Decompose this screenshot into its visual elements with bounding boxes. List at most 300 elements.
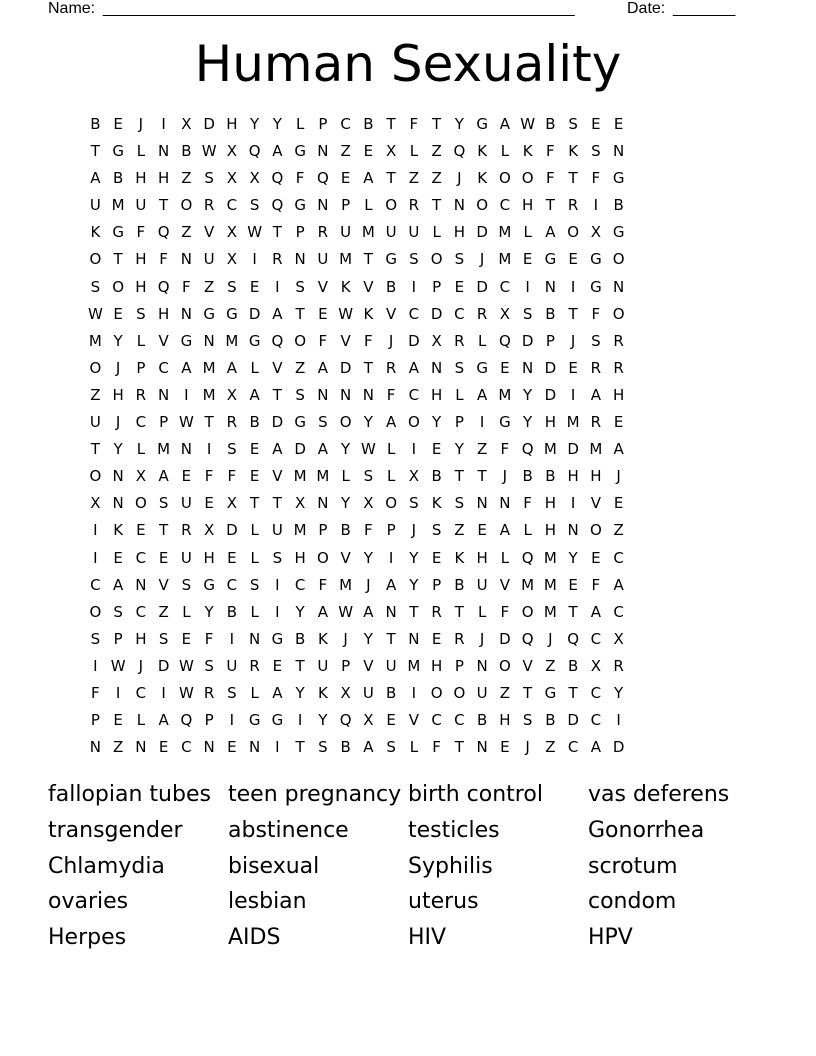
grid-letter: X	[203, 521, 215, 540]
grid-letter: A	[272, 440, 283, 459]
grid-letter: C	[431, 711, 442, 730]
grid-letter: C	[454, 304, 465, 323]
grid-letter: J	[343, 629, 348, 648]
grid-letter: M	[498, 385, 512, 404]
grid-letter: W	[178, 413, 194, 432]
grid-letter: N	[158, 142, 170, 161]
grid-letter: D	[271, 413, 284, 432]
grid-letter: H	[112, 385, 124, 404]
word-bank-row	[48, 884, 768, 920]
grid-letter: I	[275, 277, 280, 296]
grid-letter: D	[248, 304, 261, 323]
word-bank-row	[48, 813, 768, 849]
grid-letter: I	[411, 683, 417, 702]
grid-letter: E	[227, 738, 237, 757]
grid-letter: C	[181, 738, 192, 757]
grid-letter: N	[158, 385, 170, 404]
grid-letter: A	[590, 738, 601, 757]
grid-letter: H	[453, 223, 466, 242]
grid-letter: L	[341, 467, 350, 486]
grid-letter: V	[590, 494, 601, 513]
grid-letter: O	[567, 223, 580, 242]
grid-letter: L	[477, 602, 487, 621]
grid-letter: K	[568, 142, 579, 161]
grid-letter: R	[613, 331, 624, 350]
grid-letter: K	[522, 142, 533, 161]
grid-letter: F	[182, 277, 191, 296]
grid-letter: L	[136, 711, 146, 730]
grid-letter: L	[295, 115, 305, 133]
grid-letter: N	[317, 196, 329, 215]
grid-letter: I	[229, 629, 235, 648]
grid-letter: X	[294, 494, 306, 513]
grid-letter: Y	[409, 548, 419, 567]
grid-letter: G	[112, 142, 124, 161]
grid-letter: P	[90, 711, 100, 730]
grid-letter: A	[499, 115, 510, 133]
grid-letter: E	[431, 629, 442, 648]
grid-letter: H	[544, 521, 557, 540]
grid-letter: N	[476, 656, 488, 675]
grid-letter: T	[386, 629, 396, 648]
grid-letter: N	[544, 277, 556, 296]
grid-letter: U	[385, 223, 397, 242]
grid-letter: R	[203, 196, 215, 215]
grid-letter: E	[613, 115, 624, 133]
grid-letter: B	[385, 683, 397, 702]
grid-letter: S	[158, 494, 169, 513]
grid-letter: O	[476, 196, 489, 215]
grid-letter: V	[158, 575, 169, 594]
grid-letter: P	[341, 656, 351, 675]
grid-letter: D	[567, 440, 579, 459]
grid-letter: I	[275, 738, 280, 757]
grid-letter: M	[543, 548, 557, 567]
grid-letter: C	[135, 548, 147, 567]
grid-letter: N	[203, 331, 215, 350]
name-field[interactable]: _____________________________________________________	[103, 0, 575, 17]
grid-letter: B	[454, 575, 465, 594]
grid-letter: W	[178, 656, 194, 675]
grid-letter: A	[499, 521, 510, 540]
grid-letter: K	[477, 169, 488, 188]
grid-letter: L	[432, 223, 441, 242]
grid-letter: F	[432, 738, 441, 757]
grid-letter: W	[360, 440, 376, 459]
grid-letter: K	[317, 629, 328, 648]
grid-row	[84, 517, 630, 544]
grid-letter: J	[548, 629, 553, 648]
grid-letter: J	[525, 738, 530, 757]
word-bank-item: AIDS	[228, 925, 281, 951]
grid-letter: U	[317, 250, 329, 269]
grid-letter: S	[318, 738, 328, 757]
grid-letter: G	[590, 250, 602, 269]
grid-letter: V	[317, 277, 328, 296]
grid-letter: T	[159, 196, 169, 215]
grid-letter: A	[181, 358, 192, 377]
grid-letter: F	[318, 575, 328, 594]
grid-letter: M	[88, 331, 102, 350]
grid-letter: Z	[90, 385, 101, 404]
grid-letter: X	[226, 385, 238, 404]
grid-row	[84, 355, 630, 382]
grid-letter: N	[135, 575, 147, 594]
word-bank-item: uterus	[408, 889, 479, 915]
grid-letter: Y	[250, 115, 260, 133]
grid-letter: F	[523, 494, 532, 513]
grid-letter: X	[226, 142, 238, 161]
grid-letter: O	[180, 196, 193, 215]
grid-letter: D	[544, 385, 557, 404]
grid-letter: X	[340, 683, 351, 702]
grid-letter: E	[500, 358, 510, 377]
grid-letter: U	[408, 223, 420, 242]
word-bank-item: transgender	[48, 817, 183, 843]
grid-letter: L	[136, 331, 146, 350]
grid-letter: G	[476, 358, 488, 377]
grid-letter: E	[249, 440, 260, 459]
grid-letter: X	[385, 142, 397, 161]
grid-letter: V	[363, 277, 374, 296]
grid-letter: V	[363, 656, 374, 675]
grid-letter: O	[430, 683, 443, 702]
grid-letter: T	[454, 738, 464, 757]
grid-letter: R	[249, 656, 260, 675]
grid-letter: C	[135, 602, 147, 621]
word-bank-item: birth control	[408, 782, 543, 807]
grid-letter: M	[361, 223, 375, 242]
grid-letter: C	[590, 683, 602, 702]
grid-letter: O	[430, 250, 443, 269]
grid-letter: I	[93, 548, 98, 567]
grid-letter: Q	[271, 331, 284, 350]
grid-letter: B	[545, 467, 556, 486]
grid-letter: H	[203, 548, 215, 567]
grid-letter: C	[158, 358, 169, 377]
grid-letter: N	[89, 738, 101, 757]
grid-letter: I	[388, 548, 394, 567]
grid-letter: O	[521, 169, 534, 188]
grid-letter: B	[181, 142, 192, 161]
grid-letter: O	[498, 656, 511, 675]
grid-letter: P	[341, 196, 351, 215]
grid-letter: C	[408, 385, 420, 404]
grid-row	[84, 382, 630, 409]
grid-letter: S	[454, 250, 465, 269]
grid-letter: V	[499, 575, 510, 594]
grid-letter: Z	[431, 142, 442, 161]
grid-letter: G	[248, 331, 261, 350]
grid-letter: X	[226, 494, 238, 513]
grid-letter: O	[112, 277, 125, 296]
grid-letter: J	[138, 656, 144, 675]
grid-letter: C	[340, 115, 351, 133]
grid-letter: S	[249, 575, 260, 594]
grid-letter: E	[522, 250, 533, 269]
grid-letter: S	[158, 629, 169, 648]
grid-letter: Y	[113, 331, 123, 350]
grid-letter: U	[226, 656, 238, 675]
grid-letter: X	[363, 494, 374, 513]
grid-letter: V	[408, 711, 419, 730]
grid-letter: K	[454, 548, 465, 567]
grid-letter: N	[385, 602, 397, 621]
grid-letter: T	[363, 358, 373, 377]
grid-letter: X	[590, 656, 602, 675]
grid-letter: B	[385, 277, 397, 296]
grid-letter: O	[612, 250, 625, 269]
grid-letter: F	[500, 602, 510, 621]
grid-letter: C	[90, 575, 101, 594]
grid-letter: S	[249, 196, 260, 215]
grid-letter: J	[457, 169, 462, 188]
grid-row	[84, 572, 630, 599]
grid-letter: I	[479, 413, 485, 432]
grid-row	[84, 490, 630, 517]
word-bank-row	[48, 777, 768, 813]
grid-letter: A	[613, 575, 624, 594]
grid-letter: U	[385, 656, 397, 675]
grid-letter: Q	[271, 169, 284, 188]
grid-letter: B	[340, 738, 351, 757]
grid-letter: H	[157, 304, 170, 323]
grid-letter: V	[340, 331, 351, 350]
grid-letter: I	[115, 683, 121, 702]
grid-letter: B	[545, 304, 556, 323]
grid-letter: O	[134, 494, 147, 513]
grid-letter: S	[363, 467, 374, 486]
grid-letter: T	[568, 683, 578, 702]
grid-letter: L	[250, 683, 259, 702]
grid-letter: B	[249, 413, 260, 432]
grid-letter: S	[386, 738, 396, 757]
grid-letter: K	[90, 223, 101, 242]
grid-letter: Q	[521, 548, 534, 567]
grid-letter: Y	[341, 494, 351, 513]
word-bank-item: Herpes	[48, 925, 127, 951]
grid-letter: W	[338, 602, 354, 621]
grid-letter: L	[136, 440, 146, 459]
grid-letter: M	[293, 521, 307, 540]
grid-letter: B	[545, 115, 556, 133]
grid-letter: S	[136, 304, 146, 323]
grid-letter: B	[613, 196, 624, 215]
grid-letter: B	[567, 656, 579, 675]
grid-letter: P	[432, 277, 442, 296]
grid-letter: U	[180, 494, 192, 513]
grid-letter: U	[362, 683, 374, 702]
grid-letter: M	[566, 413, 580, 432]
grid-letter: A	[272, 142, 283, 161]
grid-letter: O	[498, 169, 511, 188]
grid-letter: N	[180, 304, 192, 323]
grid-letter: Z	[112, 738, 124, 757]
grid-row	[84, 301, 630, 328]
grid-letter: E	[568, 575, 578, 594]
grid-row	[84, 707, 630, 734]
grid-letter: E	[500, 738, 510, 757]
grid-letter: U	[89, 413, 101, 432]
grid-letter: P	[454, 413, 464, 432]
grid-letter: G	[590, 277, 602, 296]
grid-letter: E	[136, 521, 146, 540]
grid-letter: G	[203, 575, 215, 594]
grid-letter: S	[431, 521, 442, 540]
grid-row	[84, 626, 630, 653]
grid-letter: H	[135, 629, 147, 648]
grid-letter: I	[93, 656, 98, 675]
grid-letter: A	[158, 711, 169, 730]
grid-letter: L	[182, 602, 191, 621]
grid-letter: Y	[614, 683, 624, 702]
grid-letter: S	[522, 304, 533, 323]
date-field[interactable]: _______	[673, 0, 736, 17]
grid-letter: F	[295, 169, 305, 188]
grid-letter: T	[386, 169, 396, 188]
grid-letter: C	[613, 548, 624, 567]
grid-letter: T	[432, 196, 442, 215]
word-bank-item: scrotum	[588, 853, 678, 879]
grid-letter: Q	[180, 711, 193, 730]
grid-letter: L	[523, 521, 532, 540]
grid-letter: L	[409, 738, 419, 757]
grid-letter: A	[158, 467, 169, 486]
grid-letter: A	[613, 440, 624, 459]
grid-letter: M	[225, 331, 239, 350]
grid-letter: N	[135, 738, 147, 757]
grid-letter: X	[90, 494, 101, 513]
grid-letter: R	[454, 331, 465, 350]
grid-letter: J	[138, 115, 144, 133]
grid-letter: H	[590, 467, 602, 486]
grid-letter: E	[363, 142, 374, 161]
grid-letter: X	[431, 331, 442, 350]
grid-letter: D	[521, 331, 534, 350]
grid-letter: V	[158, 331, 169, 350]
grid-letter: N	[112, 467, 124, 486]
grid-row	[84, 463, 630, 490]
grid-letter: S	[90, 277, 101, 296]
grid-letter: L	[386, 467, 396, 486]
grid-letter: M	[543, 602, 557, 621]
grid-letter: C	[567, 738, 579, 757]
grid-letter: X	[226, 250, 238, 269]
grid-letter: R	[317, 223, 329, 242]
word-bank-row	[48, 849, 768, 885]
grid-letter: L	[477, 331, 487, 350]
grid-letter: I	[275, 575, 280, 594]
grid-letter: M	[339, 575, 353, 594]
grid-letter: T	[454, 467, 464, 486]
grid-letter: B	[522, 467, 533, 486]
grid-row	[84, 436, 630, 463]
grid-letter: R	[272, 250, 283, 269]
grid-letter: J	[411, 521, 417, 540]
grid-letter: L	[250, 358, 259, 377]
grid-letter: B	[294, 629, 306, 648]
grid-letter: S	[227, 683, 237, 702]
grid-letter: D	[567, 711, 579, 730]
grid-letter: Z	[476, 440, 488, 459]
grid-letter: L	[386, 440, 396, 459]
grid-letter: S	[591, 142, 601, 161]
grid-letter: F	[204, 467, 214, 486]
grid-letter: W	[201, 142, 217, 161]
grid-letter: T	[272, 223, 282, 242]
grid-letter: U	[271, 521, 283, 540]
grid-letter: N	[613, 142, 625, 161]
word-bank-item: fallopian tubes	[48, 782, 211, 807]
grid-letter: C	[499, 277, 511, 296]
grid-letter: T	[90, 440, 100, 459]
grid-letter: R	[431, 602, 442, 621]
grid-letter: Q	[316, 169, 329, 188]
grid-letter: K	[477, 142, 488, 161]
word-bank	[48, 777, 768, 956]
grid-letter: G	[294, 413, 306, 432]
name-label: Name:	[48, 0, 96, 17]
grid-letter: N	[567, 521, 579, 540]
grid-letter: B	[431, 467, 442, 486]
grid-letter: X	[135, 467, 147, 486]
grid-letter: W	[247, 223, 263, 242]
page-title: Human Sexuality	[194, 35, 622, 93]
grid-letter: V	[340, 548, 351, 567]
grid-letter: W	[338, 304, 354, 323]
grid-letter: P	[159, 413, 169, 432]
grid-letter: M	[498, 250, 512, 269]
grid-letter: L	[250, 602, 259, 621]
grid-letter: M	[202, 358, 216, 377]
grid-letter: J	[616, 467, 621, 486]
grid-letter: E	[386, 711, 396, 730]
grid-letter: Q	[453, 142, 466, 161]
grid-letter: T	[545, 196, 555, 215]
grid-letter: O	[453, 683, 466, 702]
grid-letter: D	[544, 358, 557, 377]
grid-letter: M	[407, 656, 421, 675]
grid-letter: T	[272, 385, 282, 404]
grid-letter: N	[317, 494, 329, 513]
grid-letter: A	[545, 223, 556, 242]
grid-letter: Y	[523, 413, 533, 432]
grid-letter: G	[294, 142, 306, 161]
grid-letter: H	[430, 656, 443, 675]
grid-letter: S	[409, 494, 419, 513]
grid-letter: O	[89, 602, 102, 621]
grid-letter: N	[476, 494, 488, 513]
grid-letter: T	[386, 115, 396, 133]
grid-letter: D	[430, 304, 443, 323]
grid-letter: I	[616, 711, 621, 730]
grid-letter: Q	[521, 629, 534, 648]
grid-letter: L	[364, 196, 373, 215]
grid-letter: J	[479, 250, 485, 269]
grid-letter: V	[203, 223, 215, 242]
grid-letter: I	[411, 277, 417, 296]
grid-letter: B	[90, 115, 101, 133]
grid-letter: C	[613, 602, 624, 621]
word-search-grid	[84, 111, 630, 761]
grid-letter: I	[411, 440, 417, 459]
grid-row	[84, 653, 630, 680]
grid-letter: I	[570, 277, 576, 296]
grid-letter: E	[454, 277, 465, 296]
grid-letter: Y	[363, 548, 373, 567]
grid-letter: C	[135, 683, 147, 702]
grid-letter: X	[590, 223, 602, 242]
